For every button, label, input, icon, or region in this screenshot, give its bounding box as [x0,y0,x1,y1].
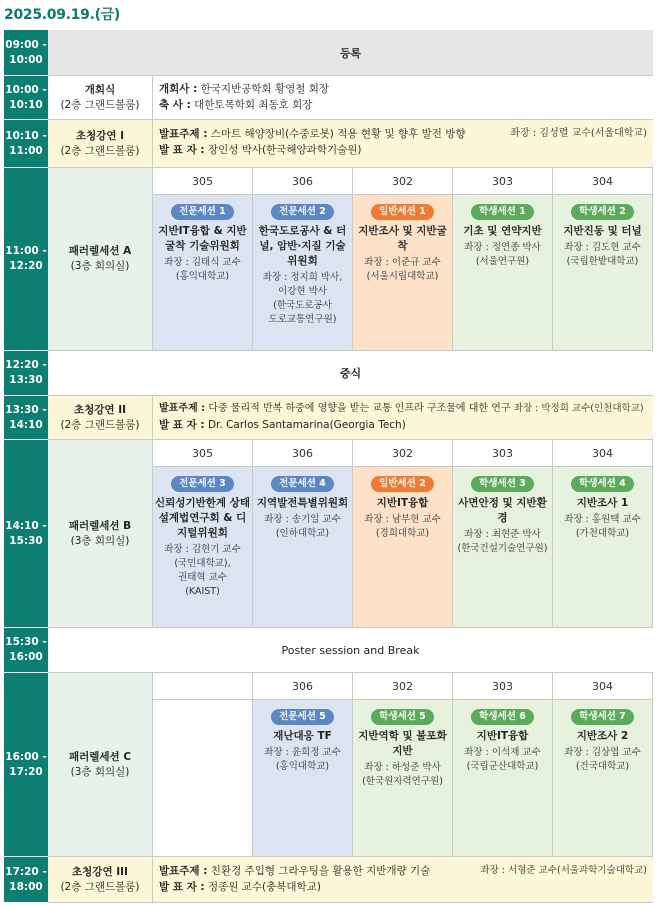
row-keynote-3 [4,857,653,903]
room-number: 304 [553,673,653,700]
empty-session-card [153,700,253,857]
time-cell: 17:20 - 18:00 [4,857,48,903]
session-chair: 좌장 : 하성준 박사 (한국원자력연구원) [362,762,443,787]
session-tag: 전문세션 5 [271,709,334,725]
room-number: 306 [253,168,353,195]
session-tag: 전문세션 4 [271,476,334,492]
time-cell: 15:30 - 16:00 [4,628,48,673]
session-card [353,467,453,628]
session-chair: 좌장 : 정지희 박사, 이강현 박사 (한국도로공사 도로교통연구원) [262,272,343,325]
row-poster [4,628,653,673]
chair-label: 좌장 : 박정희 교수(인천대학교) [513,403,644,414]
session-title: 지역발전특별위원회 [256,497,349,509]
session-card [353,700,453,857]
session-chair: 좌장 : 홍원택 교수 (가천대학교) [564,514,641,539]
session-card [253,700,353,857]
room-number: 304 [553,168,653,195]
session-label: 패러렐세션 A (3층 회의실) [48,168,153,351]
session-label: 패러렐세션 C (3층 회의실) [48,673,153,857]
session-tag: 학생세션 1 [471,204,534,220]
room-number: 302 [353,168,453,195]
room-number: 303 [453,440,553,467]
event-label: 초청강연 I (2층 그랜드볼룸) [48,120,153,168]
event-content: 발표주제 : 친환경 주입형 그라우팅을 활용한 지반개량 기술 발 표 자 : 정종원 교수(충북대학교) 좌장 : 서형준 교수(서울과학기술대학교) [153,857,653,903]
chair-label: 좌장 : 서형준 교수(서울과학기술대학교) [480,865,647,876]
row-opening [4,76,653,120]
row-lunch [4,351,653,396]
room-number: 303 [453,168,553,195]
session-title: 사면안정 및 지반환경 [458,497,547,524]
room-number: 302 [353,673,453,700]
session-chair: 좌장 : 송기일 교수 (인하대학교) [264,514,341,539]
session-card [253,467,353,628]
session-tag: 학생세션 7 [571,709,634,725]
room-number: 305 [153,168,253,195]
session-chair: 좌장 : 김태식 교수 (홍익대학교) [164,257,241,282]
session-tag: 학생세션 3 [471,476,534,492]
session-title: 지반IT융합 & 지반굴착 기술위원회 [158,225,247,252]
row-parallel-a [4,168,653,351]
room-number [153,673,253,700]
session-tag: 학생세션 2 [571,204,634,220]
session-card [453,467,553,628]
session-label: 패러렐세션 B (3층 회의실) [48,440,153,628]
event-label: 초청강연 III (2층 그랜드볼룸) [48,857,153,903]
time-cell: 10:00 - 10:10 [4,76,48,120]
registration-banner: 등록 [48,30,653,76]
room-number: 303 [453,673,553,700]
session-card [353,195,453,351]
session-tag: 학생세션 4 [571,476,634,492]
session-title: 지반IT융합 [376,497,429,509]
room-number: 306 [253,440,353,467]
event-label: 개회식 (2층 그랜드볼룸) [48,76,153,120]
row-parallel-b [4,440,653,628]
session-chair: 좌장 : 최현준 박사 (한국건설기술연구원) [457,529,548,554]
session-chair: 좌장 : 이준규 교수 (서울시립대학교) [364,257,441,282]
time-cell: 16:00 - 17:20 [4,673,48,857]
session-title: 지반조사 및 지반굴착 [358,225,447,252]
room-number: 305 [153,440,253,467]
session-chair: 좌장 : 김상엽 교수 (건국대학교) [564,747,641,772]
session-tag: 전문세션 1 [171,204,234,220]
session-tag: 학생세션 5 [371,709,434,725]
session-title: 기초 및 연약지반 [463,225,542,237]
session-card [553,467,653,628]
event-content: 발표주제 : 스마트 해양장비(수중로봇) 적용 현황 및 향후 발전 방향 발 표 자 : 장인성 박사(한국해양과학기술원) 좌장 : 김성렬 교수(서울대학교) [153,120,653,168]
session-chair: 좌장 : 김현기 교수 (국민대학교), 권태혁 교수 (KAIST) [164,544,241,597]
event-content: 발표주제 : 다중 물리적 반복 하중에 영향을 받는 교통 인프라 구조물에 대한 연구 좌장 : 박정희 교수(인천대학교) 발 표 자 : Dr. Carlos Santamarina(Georgia Tech) [153,396,653,440]
session-title: 지반조사 2 [576,730,629,742]
row-keynote-1 [4,120,653,168]
session-title: 지반역학 및 불포화지반 [358,730,447,757]
session-tag: 학생세션 6 [471,709,534,725]
room-number: 302 [353,440,453,467]
session-title: 신뢰성기반한계 상태설계법연구회 & 디지털위원회 [155,497,250,539]
session-tag: 전문세션 3 [171,476,234,492]
time-cell: 14:10 - 15:30 [4,440,48,628]
room-number: 306 [253,673,353,700]
session-title: 지반IT융합 [476,730,529,742]
session-card [253,195,353,351]
room-header [153,440,653,467]
session-card [453,195,553,351]
time-cell: 11:00 - 12:20 [4,168,48,351]
chair-label: 좌장 : 김성렬 교수(서울대학교) [510,128,647,139]
time-cell: 12:20 - 13:30 [4,351,48,396]
session-chair: 좌장 : 정연종 박사 (서울연구원) [464,242,541,267]
room-number: 304 [553,440,653,467]
time-cell: 09:00 - 10:00 [4,30,48,76]
schedule-date: 2025.09.19.(금) [4,7,121,23]
session-card [553,700,653,857]
poster-banner: Poster session and Break [48,628,653,673]
row-parallel-c [4,673,653,857]
session-card [153,467,253,628]
session-card [153,195,253,351]
session-chair: 좌장 : 이석재 교수 (국립군산대학교) [464,747,541,772]
session-chair: 좌장 : 남부현 교수 (경희대학교) [364,514,441,539]
session-tag: 일반세션 2 [371,476,434,492]
time-cell: 13:30 - 14:10 [4,396,48,440]
event-label: 초청강연 II (2층 그랜드볼룸) [48,396,153,440]
time-cell: 10:10 - 11:00 [4,120,48,168]
session-tag: 일반세션 1 [371,204,434,220]
session-chair: 좌장 : 김도현 교수 (국립한밭대학교) [564,242,641,267]
session-chair: 좌장 : 윤희정 교수 (홍익대학교) [264,747,341,772]
session-title: 지반조사 1 [576,497,629,509]
event-content: 개회사 : 한국지반공학회 황영철 회장 축 사 : 대한토목학회 최동호 회장 [153,76,653,120]
session-card [453,700,553,857]
session-title: 지반진동 및 터널 [563,225,642,237]
row-registration [4,30,653,76]
session-card [553,195,653,351]
session-title: 재난대응 TF [273,730,332,742]
session-tag: 전문세션 2 [271,204,334,220]
row-keynote-2 [4,396,653,440]
lunch-banner: 중식 [48,351,653,396]
session-title: 한국도로공사 & 터널, 암반·지질 기술위원회 [258,225,347,267]
room-header [153,673,653,700]
room-header [153,168,653,195]
